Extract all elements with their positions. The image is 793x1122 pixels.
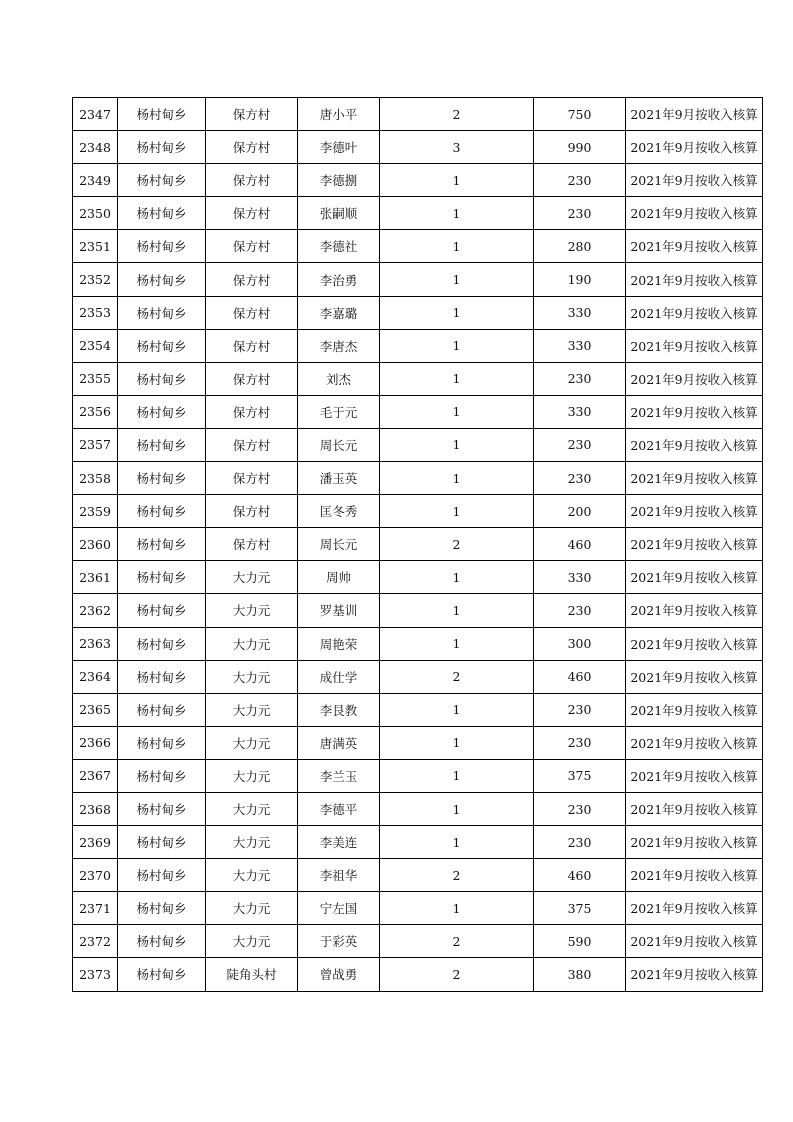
amount-cell: 230 <box>534 164 626 197</box>
amount-cell: 330 <box>534 395 626 428</box>
name-cell: 曾战勇 <box>298 958 380 991</box>
note-cell: 2021年9月按收入核算 <box>626 395 763 428</box>
row-number-cell: 2361 <box>73 561 118 594</box>
amount-cell: 230 <box>534 792 626 825</box>
village-cell: 保方村 <box>206 296 298 329</box>
township-cell: 杨村甸乡 <box>118 726 206 759</box>
table-row <box>73 495 763 528</box>
row-number-cell: 2348 <box>73 131 118 164</box>
household-count-cell: 1 <box>380 495 534 528</box>
table-row <box>73 462 763 495</box>
household-count-cell: 1 <box>380 759 534 792</box>
table-row <box>73 726 763 759</box>
amount-cell: 230 <box>534 594 626 627</box>
household-count-cell: 2 <box>380 528 534 561</box>
name-cell: 刘杰 <box>298 362 380 395</box>
table-row <box>73 98 763 131</box>
amount-cell: 460 <box>534 660 626 693</box>
table-row <box>73 792 763 825</box>
amount-cell: 330 <box>534 296 626 329</box>
row-number-cell: 2347 <box>73 98 118 131</box>
township-cell: 杨村甸乡 <box>118 892 206 925</box>
table-row <box>73 296 763 329</box>
note-cell: 2021年9月按收入核算 <box>626 859 763 892</box>
row-number-cell: 2372 <box>73 925 118 958</box>
amount-cell: 230 <box>534 826 626 859</box>
table-row <box>73 925 763 958</box>
township-cell: 杨村甸乡 <box>118 693 206 726</box>
village-cell: 大力元 <box>206 726 298 759</box>
village-cell: 大力元 <box>206 693 298 726</box>
township-cell: 杨村甸乡 <box>118 792 206 825</box>
name-cell: 李嘉璐 <box>298 296 380 329</box>
row-number-cell: 2355 <box>73 362 118 395</box>
name-cell: 唐满英 <box>298 726 380 759</box>
township-cell: 杨村甸乡 <box>118 362 206 395</box>
note-cell: 2021年9月按收入核算 <box>626 826 763 859</box>
household-count-cell: 1 <box>380 395 534 428</box>
household-count-cell: 1 <box>380 197 534 230</box>
amount-cell: 460 <box>534 528 626 561</box>
name-cell: 李德叶 <box>298 131 380 164</box>
amount-cell: 590 <box>534 925 626 958</box>
township-cell: 杨村甸乡 <box>118 462 206 495</box>
name-cell: 李治勇 <box>298 263 380 296</box>
household-count-cell: 1 <box>380 428 534 461</box>
table-row <box>73 528 763 561</box>
note-cell: 2021年9月按收入核算 <box>626 660 763 693</box>
township-cell: 杨村甸乡 <box>118 131 206 164</box>
household-count-cell: 1 <box>380 892 534 925</box>
household-count-cell: 2 <box>380 660 534 693</box>
village-cell: 保方村 <box>206 428 298 461</box>
village-cell: 大力元 <box>206 561 298 594</box>
village-cell: 陡角头村 <box>206 958 298 991</box>
village-cell: 保方村 <box>206 495 298 528</box>
amount-cell: 300 <box>534 627 626 660</box>
township-cell: 杨村甸乡 <box>118 627 206 660</box>
township-cell: 杨村甸乡 <box>118 263 206 296</box>
row-number-cell: 2356 <box>73 395 118 428</box>
name-cell: 李美连 <box>298 826 380 859</box>
amount-cell: 190 <box>534 263 626 296</box>
note-cell: 2021年9月按收入核算 <box>626 759 763 792</box>
township-cell: 杨村甸乡 <box>118 495 206 528</box>
note-cell: 2021年9月按收入核算 <box>626 594 763 627</box>
township-cell: 杨村甸乡 <box>118 660 206 693</box>
township-cell: 杨村甸乡 <box>118 859 206 892</box>
note-cell: 2021年9月按收入核算 <box>626 958 763 991</box>
table-row <box>73 759 763 792</box>
township-cell: 杨村甸乡 <box>118 528 206 561</box>
row-number-cell: 2369 <box>73 826 118 859</box>
note-cell: 2021年9月按收入核算 <box>626 561 763 594</box>
name-cell: 潘玉英 <box>298 462 380 495</box>
township-cell: 杨村甸乡 <box>118 230 206 263</box>
village-cell: 保方村 <box>206 528 298 561</box>
table-row <box>73 164 763 197</box>
row-number-cell: 2358 <box>73 462 118 495</box>
township-cell: 杨村甸乡 <box>118 925 206 958</box>
name-cell: 匡冬秀 <box>298 495 380 528</box>
table-row <box>73 428 763 461</box>
name-cell: 李祖华 <box>298 859 380 892</box>
note-cell: 2021年9月按收入核算 <box>626 131 763 164</box>
amount-cell: 230 <box>534 197 626 230</box>
amount-cell: 460 <box>534 859 626 892</box>
amount-cell: 200 <box>534 495 626 528</box>
row-number-cell: 2349 <box>73 164 118 197</box>
row-number-cell: 2365 <box>73 693 118 726</box>
village-cell: 保方村 <box>206 462 298 495</box>
name-cell: 毛于元 <box>298 395 380 428</box>
village-cell: 保方村 <box>206 131 298 164</box>
amount-cell: 330 <box>534 561 626 594</box>
table-row <box>73 131 763 164</box>
township-cell: 杨村甸乡 <box>118 164 206 197</box>
table-row <box>73 329 763 362</box>
household-count-cell: 1 <box>380 230 534 263</box>
name-cell: 罗基训 <box>298 594 380 627</box>
township-cell: 杨村甸乡 <box>118 958 206 991</box>
row-number-cell: 2351 <box>73 230 118 263</box>
table-row <box>73 263 763 296</box>
township-cell: 杨村甸乡 <box>118 197 206 230</box>
table-row <box>73 362 763 395</box>
table-row <box>73 627 763 660</box>
amount-cell: 230 <box>534 362 626 395</box>
township-cell: 杨村甸乡 <box>118 296 206 329</box>
household-count-cell: 1 <box>380 792 534 825</box>
township-cell: 杨村甸乡 <box>118 395 206 428</box>
village-cell: 大力元 <box>206 594 298 627</box>
name-cell: 张嗣顺 <box>298 197 380 230</box>
amount-cell: 280 <box>534 230 626 263</box>
table-row <box>73 230 763 263</box>
township-cell: 杨村甸乡 <box>118 428 206 461</box>
note-cell: 2021年9月按收入核算 <box>626 528 763 561</box>
household-count-cell: 3 <box>380 131 534 164</box>
table-row <box>73 859 763 892</box>
name-cell: 李德平 <box>298 792 380 825</box>
village-cell: 大力元 <box>206 792 298 825</box>
name-cell: 周长元 <box>298 528 380 561</box>
row-number-cell: 2373 <box>73 958 118 991</box>
household-count-cell: 1 <box>380 164 534 197</box>
note-cell: 2021年9月按收入核算 <box>626 495 763 528</box>
village-cell: 保方村 <box>206 230 298 263</box>
row-number-cell: 2357 <box>73 428 118 461</box>
note-cell: 2021年9月按收入核算 <box>626 428 763 461</box>
note-cell: 2021年9月按收入核算 <box>626 925 763 958</box>
row-number-cell: 2371 <box>73 892 118 925</box>
amount-cell: 375 <box>534 892 626 925</box>
name-cell: 李唐杰 <box>298 329 380 362</box>
household-count-cell: 1 <box>380 362 534 395</box>
note-cell: 2021年9月按收入核算 <box>626 329 763 362</box>
village-cell: 保方村 <box>206 263 298 296</box>
amount-cell: 230 <box>534 726 626 759</box>
household-count-cell: 1 <box>380 561 534 594</box>
village-cell: 保方村 <box>206 164 298 197</box>
amount-cell: 230 <box>534 693 626 726</box>
table-row <box>73 395 763 428</box>
row-number-cell: 2354 <box>73 329 118 362</box>
amount-cell: 230 <box>534 428 626 461</box>
household-count-cell: 2 <box>380 859 534 892</box>
village-cell: 大力元 <box>206 627 298 660</box>
township-cell: 杨村甸乡 <box>118 759 206 792</box>
note-cell: 2021年9月按收入核算 <box>626 197 763 230</box>
household-count-cell: 1 <box>380 296 534 329</box>
household-count-cell: 1 <box>380 627 534 660</box>
row-number-cell: 2359 <box>73 495 118 528</box>
name-cell: 于彩英 <box>298 925 380 958</box>
table-row <box>73 660 763 693</box>
township-cell: 杨村甸乡 <box>118 826 206 859</box>
table-row <box>73 958 763 991</box>
note-cell: 2021年9月按收入核算 <box>626 296 763 329</box>
name-cell: 李德捌 <box>298 164 380 197</box>
name-cell: 宁左国 <box>298 892 380 925</box>
name-cell: 唐小平 <box>298 98 380 131</box>
note-cell: 2021年9月按收入核算 <box>626 263 763 296</box>
row-number-cell: 2362 <box>73 594 118 627</box>
note-cell: 2021年9月按收入核算 <box>626 892 763 925</box>
household-count-cell: 2 <box>380 98 534 131</box>
amount-cell: 230 <box>534 462 626 495</box>
row-number-cell: 2352 <box>73 263 118 296</box>
village-cell: 大力元 <box>206 826 298 859</box>
household-count-cell: 1 <box>380 594 534 627</box>
table-row <box>73 197 763 230</box>
table-body <box>73 98 763 992</box>
table-row <box>73 693 763 726</box>
name-cell: 李兰玉 <box>298 759 380 792</box>
township-cell: 杨村甸乡 <box>118 329 206 362</box>
amount-cell: 375 <box>534 759 626 792</box>
household-count-cell: 1 <box>380 263 534 296</box>
table-row <box>73 594 763 627</box>
row-number-cell: 2368 <box>73 792 118 825</box>
household-count-cell: 1 <box>380 462 534 495</box>
name-cell: 李德社 <box>298 230 380 263</box>
note-cell: 2021年9月按收入核算 <box>626 462 763 495</box>
row-number-cell: 2366 <box>73 726 118 759</box>
name-cell: 周帅 <box>298 561 380 594</box>
table-row <box>73 561 763 594</box>
records-table <box>72 97 763 992</box>
name-cell: 李艮教 <box>298 693 380 726</box>
note-cell: 2021年9月按收入核算 <box>626 726 763 759</box>
amount-cell: 330 <box>534 329 626 362</box>
village-cell: 保方村 <box>206 395 298 428</box>
household-count-cell: 1 <box>380 826 534 859</box>
row-number-cell: 2363 <box>73 627 118 660</box>
table-row <box>73 826 763 859</box>
row-number-cell: 2353 <box>73 296 118 329</box>
household-count-cell: 1 <box>380 726 534 759</box>
household-count-cell: 2 <box>380 958 534 991</box>
row-number-cell: 2370 <box>73 859 118 892</box>
household-count-cell: 1 <box>380 693 534 726</box>
note-cell: 2021年9月按收入核算 <box>626 98 763 131</box>
note-cell: 2021年9月按收入核算 <box>626 627 763 660</box>
village-cell: 大力元 <box>206 660 298 693</box>
township-cell: 杨村甸乡 <box>118 561 206 594</box>
note-cell: 2021年9月按收入核算 <box>626 164 763 197</box>
row-number-cell: 2360 <box>73 528 118 561</box>
row-number-cell: 2364 <box>73 660 118 693</box>
note-cell: 2021年9月按收入核算 <box>626 792 763 825</box>
village-cell: 保方村 <box>206 362 298 395</box>
name-cell: 成仕学 <box>298 660 380 693</box>
township-cell: 杨村甸乡 <box>118 594 206 627</box>
village-cell: 大力元 <box>206 892 298 925</box>
note-cell: 2021年9月按收入核算 <box>626 362 763 395</box>
amount-cell: 380 <box>534 958 626 991</box>
household-count-cell: 1 <box>380 329 534 362</box>
table-row <box>73 892 763 925</box>
row-number-cell: 2367 <box>73 759 118 792</box>
note-cell: 2021年9月按收入核算 <box>626 230 763 263</box>
name-cell: 周艳荣 <box>298 627 380 660</box>
amount-cell: 750 <box>534 98 626 131</box>
village-cell: 保方村 <box>206 329 298 362</box>
amount-cell: 990 <box>534 131 626 164</box>
village-cell: 保方村 <box>206 197 298 230</box>
village-cell: 大力元 <box>206 925 298 958</box>
row-number-cell: 2350 <box>73 197 118 230</box>
note-cell: 2021年9月按收入核算 <box>626 693 763 726</box>
name-cell: 周长元 <box>298 428 380 461</box>
township-cell: 杨村甸乡 <box>118 98 206 131</box>
village-cell: 保方村 <box>206 98 298 131</box>
village-cell: 大力元 <box>206 859 298 892</box>
household-count-cell: 2 <box>380 925 534 958</box>
village-cell: 大力元 <box>206 759 298 792</box>
